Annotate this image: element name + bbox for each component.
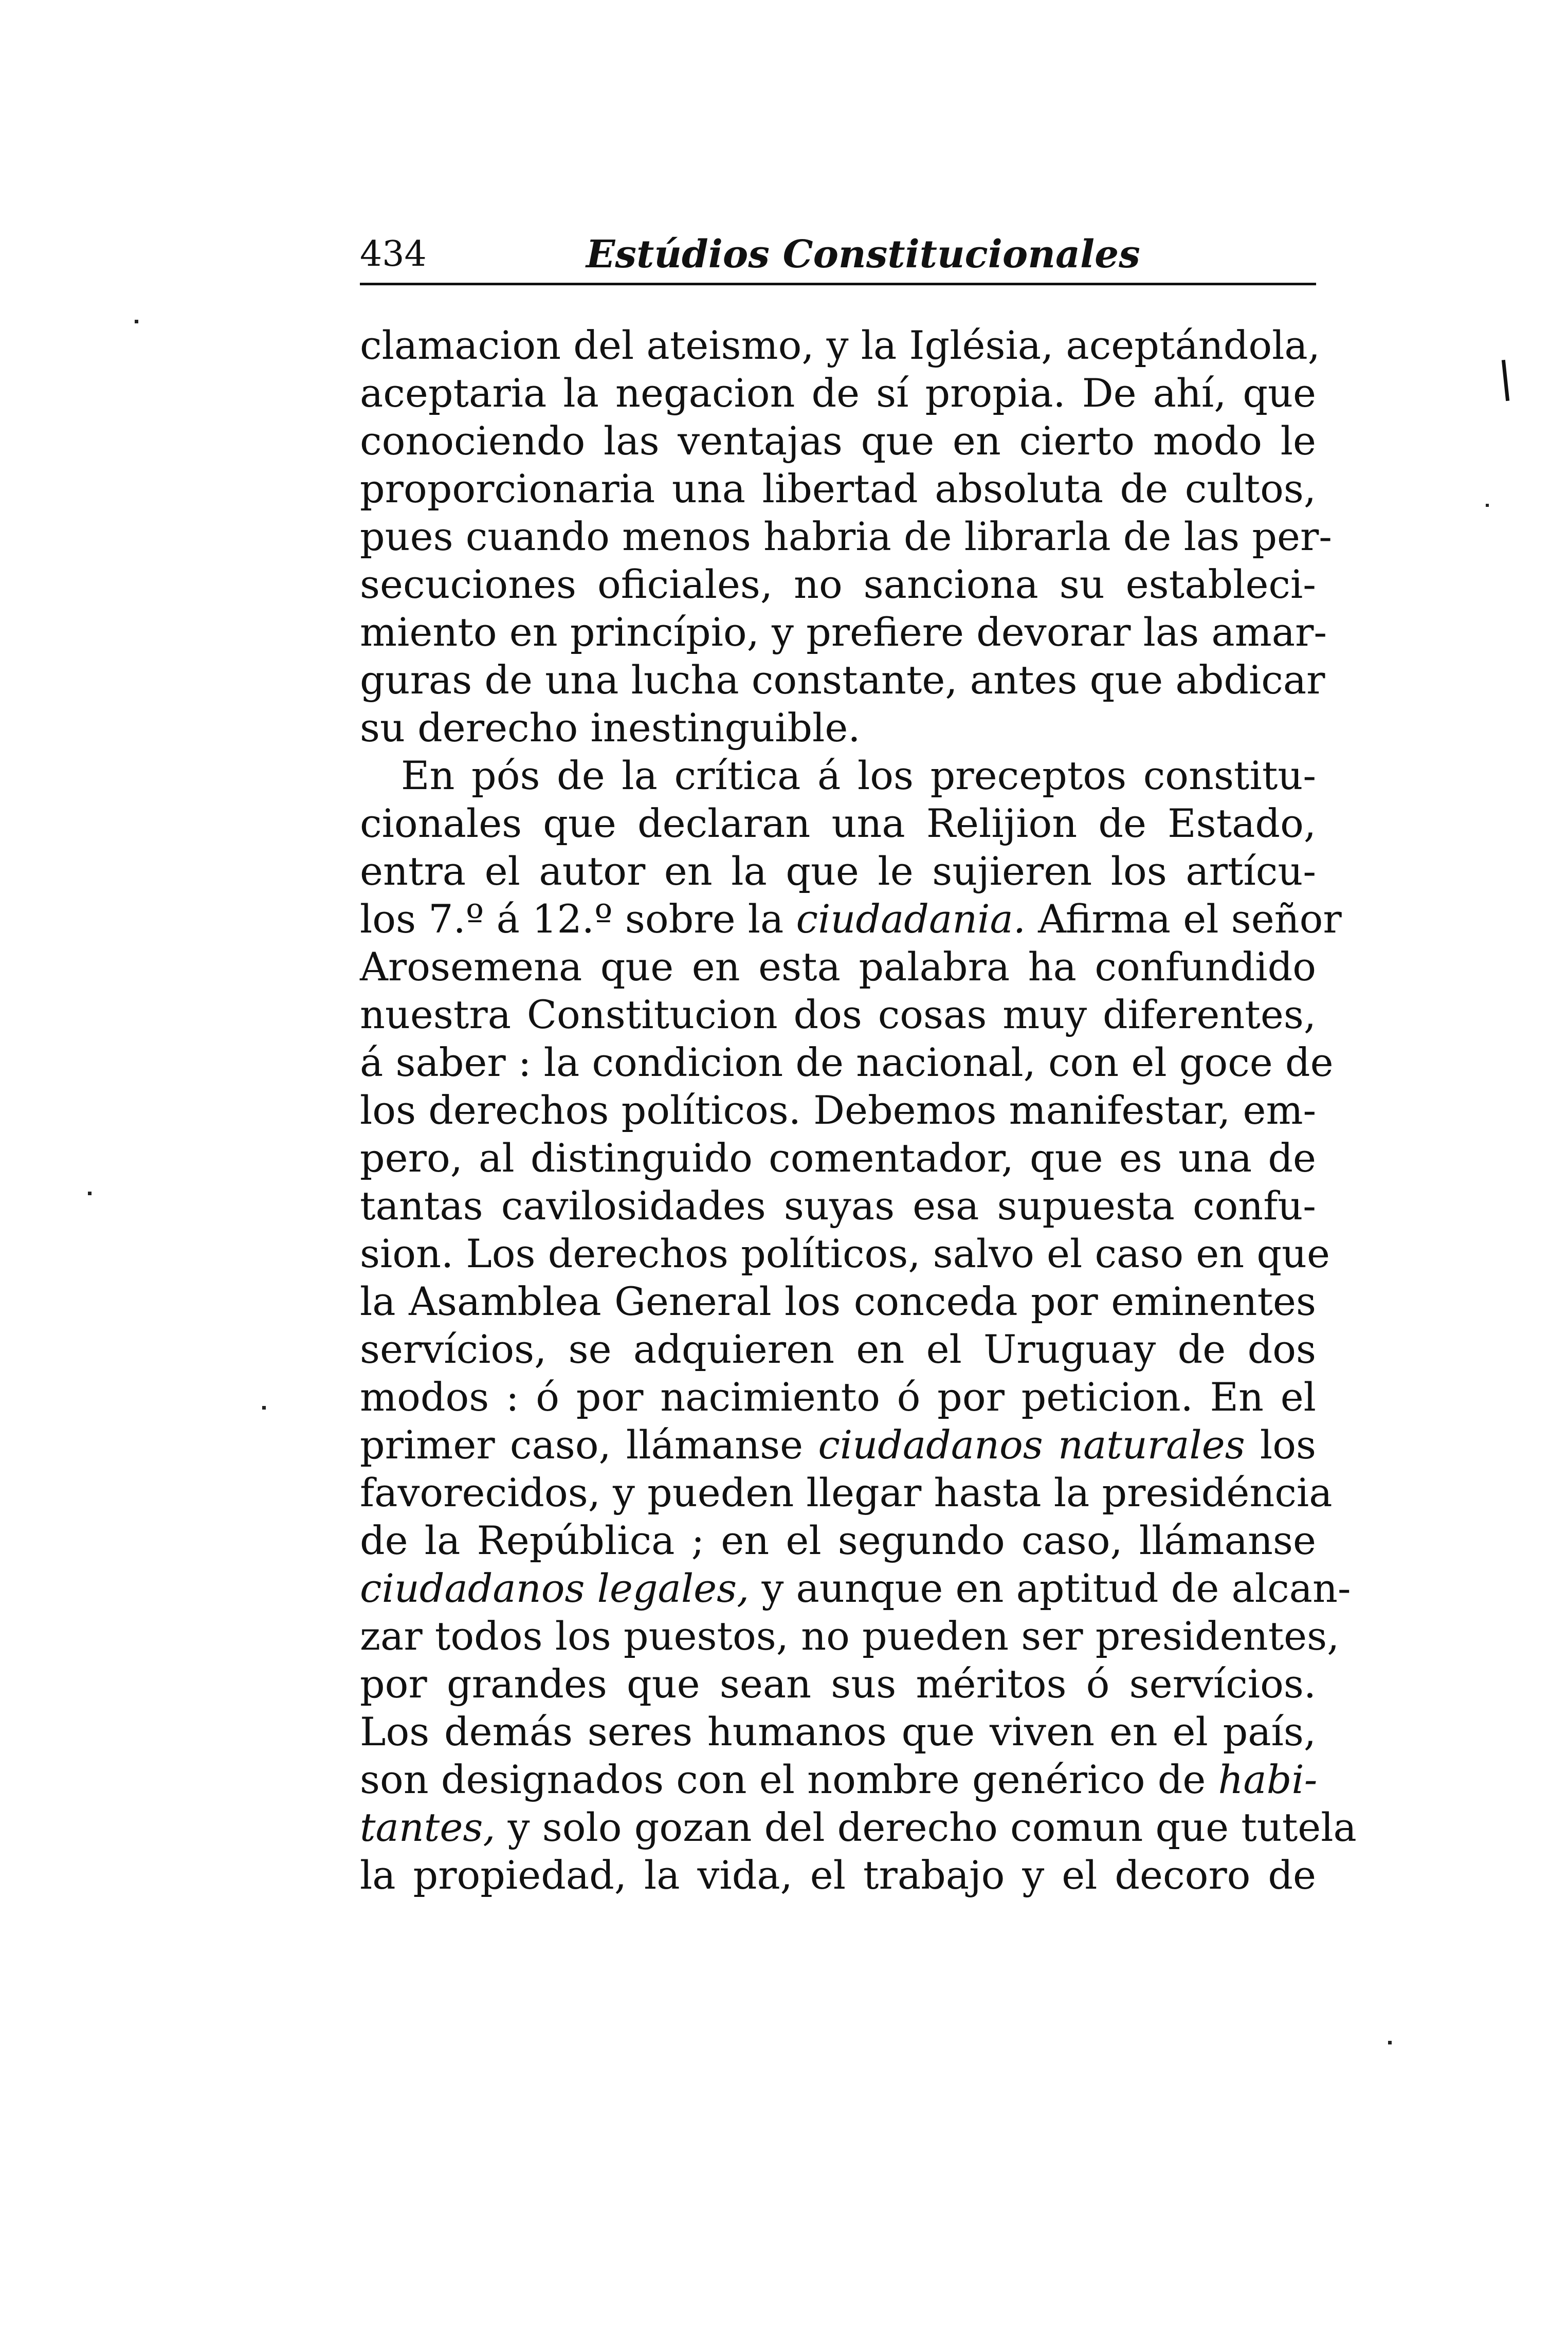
italic-term: ciudadanos naturales [818, 1422, 1245, 1468]
body-text [360, 321, 1357, 1899]
text-line: secuciones oficiales, no sanciona su estableci- [360, 561, 1316, 607]
text-run: y aunque en aptitud de alcan- [749, 1565, 1351, 1611]
text-line: miento en princípio, y prefiere devorar las amar- [360, 609, 1327, 655]
running-title: Estúdios Constitucionales [586, 232, 1140, 277]
text-line [360, 1564, 1351, 1612]
text-line: guras de una lucha constante, antes que abdicar [360, 657, 1325, 703]
text-run: los 7.º á 12.º sobre la [360, 896, 796, 942]
page-number: 434 [360, 234, 427, 275]
scan-speck [135, 320, 138, 323]
text-line: conociendo las ventajas que en cierto modo le [360, 418, 1316, 464]
text-line: tantas cavilosidades suyas esa supuesta confu- [360, 1183, 1316, 1229]
text-line: entra el autor en la que le sujieren los artícu- [360, 848, 1316, 894]
text-line: la Asamblea General los conceda por eminentes [360, 1278, 1316, 1324]
text-line: los derechos políticos. Debemos manifestar, em- [360, 1087, 1317, 1133]
margin-mark [1502, 360, 1509, 401]
text-line: favorecidos, y pueden llegar hasta la presidéncia [360, 1470, 1333, 1515]
text-run: primer caso, llámanse [360, 1422, 818, 1468]
text-line: la propiedad, la vida, el trabajo y el decoro de [360, 1852, 1316, 1898]
text-line: pero, al distinguido comentador, que es una de [360, 1135, 1316, 1181]
text-line: clamacion del ateismo, y la Iglésia, aceptándola, [360, 322, 1320, 368]
text-line: servícios, se adquieren en el Uruguay de dos [360, 1326, 1316, 1372]
text-line: por grandes que sean sus méritos ó servícios. [360, 1661, 1316, 1707]
text-line: modos : ó por nacimiento ó por peticion. En el [360, 1374, 1316, 1420]
italic-term: habi- [1218, 1757, 1318, 1802]
text-line: proporcionaria una libertad absoluta de cultos, [360, 466, 1316, 511]
paragraph-1 [360, 321, 1332, 752]
italic-term: tantes, [360, 1804, 496, 1850]
text-line: á saber : la condicion de nacional, con el goce de [360, 1039, 1334, 1085]
scan-speck [88, 1192, 92, 1195]
text-run: los [1245, 1422, 1316, 1468]
text-line [360, 1421, 1316, 1469]
scan-speck [1486, 504, 1489, 507]
text-line: su derecho inestinguible. [360, 705, 861, 751]
text-line: aceptaria la negacion de sí propia. De ahí, que [360, 370, 1316, 416]
italic-term: ciudadanos legales, [360, 1565, 750, 1611]
text-line [360, 895, 1342, 943]
text-line: pues cuando menos habria de librarla de las per- [360, 514, 1332, 559]
text-run: Afirma el señor [1025, 896, 1342, 942]
italic-term: ciudadania. [796, 896, 1026, 942]
text-line: de la República ; en el segundo caso, llámanse [360, 1518, 1316, 1563]
text-line [360, 1756, 1316, 1803]
text-run: y solo gozan del derecho comun que tutela [495, 1804, 1357, 1850]
text-line: zar todos los puestos, no pueden ser presidentes, [360, 1613, 1340, 1659]
text-line: Arosemena que en esta palabra ha confundido [360, 944, 1316, 990]
text-line: En pós de la crítica á los preceptos constitu- [401, 753, 1316, 798]
text-line [360, 1803, 1357, 1851]
scan-speck [1388, 2041, 1392, 2044]
text-run: son designados con el nombre genérico de [360, 1757, 1218, 1802]
paragraph-2 [360, 752, 1357, 1899]
text-line: Los demás seres humanos que viven en el país, [360, 1709, 1316, 1755]
running-header [360, 226, 1316, 285]
scan-speck [262, 1406, 266, 1410]
text-line: nuestra Constitucion dos cosas muy diferentes, [360, 992, 1316, 1037]
text-line: cionales que declaran una Relijion de Estado, [360, 800, 1316, 846]
text-line: sion. Los derechos políticos, salvo el caso en que [360, 1231, 1330, 1276]
